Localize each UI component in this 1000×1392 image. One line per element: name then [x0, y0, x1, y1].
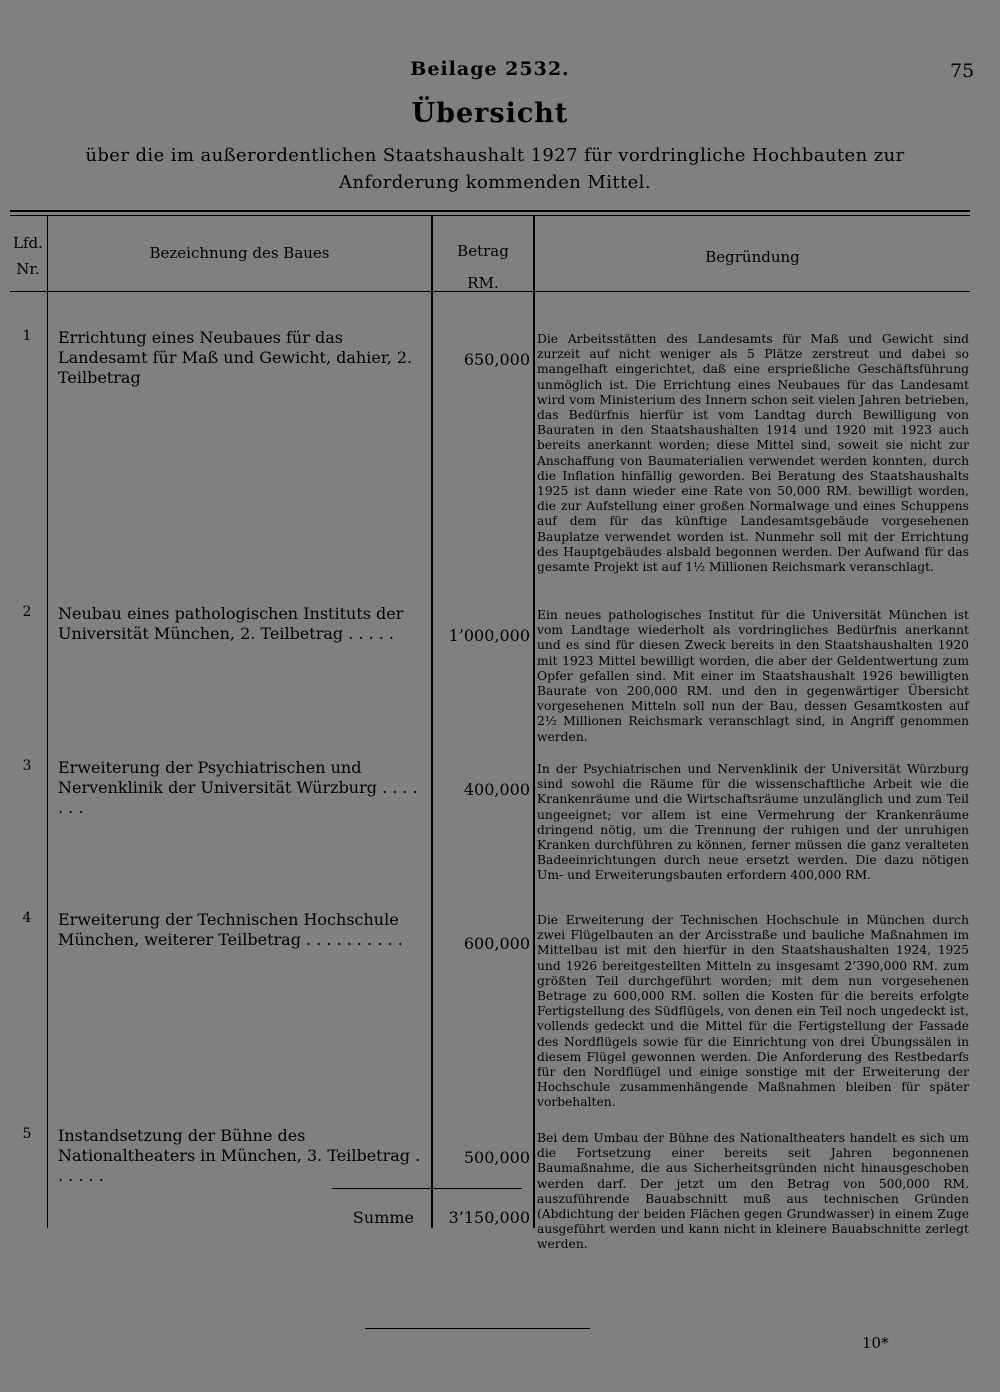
row-bezeichnung: Erweiterung der Technischen Hochschule München, weiterer Teilbetrag . . . . . . . . . .	[58, 910, 403, 949]
row-begruendung: Ein neues pathologisches Institut für die Universität München ist vom Landtage wiederholt als vordringliches Bedürfnis anerkannt und es sind für diesen Zweck bereits in den Staatshaushalten 1920 mit 1923 Mittel bewilligt worden, die aber der Geldentwertung zum Opfer gefallen sind. Mit einer im Staatshaushalt 1926 bewilligten Baurate von 200,000 RM. und den in gegenwärtiger Übersicht vorgesehenen Mitteln soll nun der Bau, dessen Gesamtkosten auf 2½ Millionen Reichsmark veranschlagt sind, in Angriff genommen werden.	[537, 608, 969, 744]
row-number: 5	[22, 1126, 32, 1142]
header-begruendung: Begründung	[705, 248, 800, 266]
row-betrag: 400,000	[463, 780, 530, 799]
page-number: 75	[950, 60, 975, 82]
document-title: Übersicht	[411, 98, 569, 129]
beilage-heading: Beilage 2532.	[410, 58, 570, 80]
table-top-rule	[10, 210, 970, 212]
column-divider-3	[533, 216, 535, 1228]
row-number: 2	[22, 604, 32, 620]
header-bezeichnung: Bezeichnung des Baues	[149, 244, 330, 262]
row-betrag: 1’000,000	[448, 626, 530, 645]
row-bezeichnung: Instandsetzung der Bühne des Nationaltheaters in München, 3. Teilbetrag . . . . . .	[58, 1126, 421, 1185]
row-bezeichnung: Errichtung eines Neubaues für das Landesamt für Maß und Gewicht, dahier, 2. Teilbetrag	[58, 328, 413, 387]
sum-value: 3’150,000	[448, 1208, 530, 1227]
header-betrag: Betrag RM.	[457, 242, 509, 292]
row-begruendung: Die Arbeitsstätten des Landesamts für Maß und Gewicht sind zurzeit auf nicht weniger als 5 Plätze zerstreut und dabei so mangelhaft eingerichtet, daß eine ersprießliche Geschäftsführung unmöglich ist. Die Errichtung eines Neubaues für das Landesamt wird vom Ministerium des Innern schon seit vielen Jahren betrieben, das Bedürfnis hierfür ist vom Landtag durch Bewilligung von Bauraten in den Staatshaushalten 1914 und 1920 mit 1923 auch bereits anerkannt worden; diese Mittel sind, soweit sie nicht zur Anschaffung von Baumaterialien verwendet werden konnten, durch die Inflation hinfällig geworden. Bei Beratung des Staatshaushalts 1925 ist dann wieder eine Rate von 50,000 RM. bewilligt worden, die zur Aufstellung einer großen Normalwage und eines Schuppens auf dem für das künftige Landesamtsgebäude vorgesehenen Bauplatze verwendet worden ist. Nunmehr soll mit der Errichtung des Hauptgebäudes alsbald begonnen werden. Der Aufwand für das gesamte Projekt ist auf 1½ Millionen Reichsmark veranschlagt.	[537, 332, 969, 575]
row-betrag: 600,000	[463, 934, 530, 953]
row-betrag: 650,000	[463, 350, 530, 369]
footer-signature: 10*	[862, 1334, 889, 1352]
header-lfd: Lfd. Nr.	[13, 234, 43, 278]
row-begruendung: Die Erweiterung der Technischen Hochschule in München durch zwei Flügelbauten an der Arcisstraße und bauliche Maßnahmen im Mittelbau ist mit den hierfür in den Staatshaushalten 1924, 1925 und 1926 bereitgestellten Mitteln zu insgesamt 2’390,000 RM. zum größten Teil durchgeführt worden; mit dem nun vorgesehenen Betrage zu 600,000 RM. sollen die Kosten für die bereits erfolgte Fertigstellung des Südflügels, von denen ein Teil noch ungedeckt ist, vollends gedeckt und die Mittel für die Fertigstellung der Fassade des Nordflügels sowie für die Einrichtung von drei Übungssälen in diesem Flügel gewonnen werden. Die Anforderung des Restbedarfs für den Nordflügel und einige sonstige mit der Erweiterung der Hochschule zusammenhängende Maßnahmen bleiben für später vorbehalten.	[537, 913, 969, 1110]
row-number: 4	[22, 910, 32, 926]
footer-rule	[365, 1328, 590, 1329]
column-divider-1	[47, 216, 48, 1228]
row-begruendung: In der Psychiatrischen und Nervenklinik der Universität Würzburg sind sowohl die Räume für die wissenschaftliche Arbeit wie die Krankenräume und die Wirtschaftsräume unzulänglich und zum Teil ungeeignet; vor allem ist eine Vermehrung der Krankenräume dringend nötig, um die Trennung der ruhigen und der unruhigen Kranken durchführen zu können, ferner müssen die ganz veralteten Badeeinrichtungen durch neue ersetzt werden. Die dazu nötigen Um- und Erweiterungsbauten erfordern 400,000 RM.	[537, 762, 969, 883]
document-subtitle: über die im außerordentlichen Staatshaushalt 1927 für vordringliche Hochbauten zur Anforderung kommenden Mittel.	[85, 145, 905, 193]
column-divider-2	[431, 216, 433, 1228]
row-bezeichnung: Erweiterung der Psychiatrischen und Nervenklinik der Universität Würzburg . . . . . . .	[58, 758, 418, 817]
row-betrag: 500,000	[463, 1148, 530, 1167]
row-number: 1	[22, 328, 32, 344]
row-number: 3	[22, 758, 32, 774]
table-top-rule-thin	[10, 215, 970, 216]
sum-label: Summe	[352, 1208, 414, 1227]
sum-rule	[332, 1188, 522, 1189]
row-begruendung: Bei dem Umbau der Bühne des Nationaltheaters handelt es sich um die Fortsetzung einer bereits seit Jahren begonnenen Baumaßnahme, die aus Sicherheitsgründen nicht hinausgeschoben werden darf. Der jetzt um den Betrag von 500,000 RM. auszuführende Bauabschnitt muß aus technischen Gründen (Abdichtung der beiden Flächen gegen Grundwasser) in einem Zuge ausgeführt werden und kann nicht in kleinere Bauabschnitte zerlegt werden.	[537, 1131, 969, 1252]
row-bezeichnung: Neubau eines pathologischen Instituts der Universität München, 2. Teilbetrag . . . . .	[58, 604, 404, 643]
